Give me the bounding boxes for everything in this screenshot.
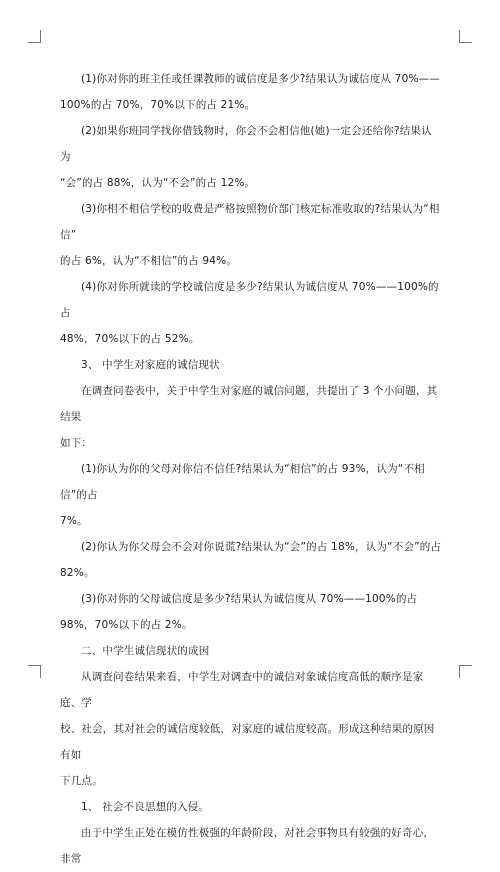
paragraph xyxy=(60,794,442,820)
text-line: 82%。 xyxy=(60,567,95,579)
crop-mark-top-left xyxy=(28,30,41,43)
text-line: (1)你认为你的父母对你信不信任?结果认为“相信”的占 93%，认为“不相信”的占 xyxy=(60,463,425,501)
document-body xyxy=(60,66,442,872)
text-line: (2)你认为你父母会不会对你说谎?结果认为“会”的占 18%，认为“不会”的占 xyxy=(81,541,442,553)
text-line: 1、 社会不良思想的入侵。 xyxy=(81,801,210,813)
text-line: 由于中学生正处在模仿性极强的年龄阶段，对社会事物具有较强的好奇心，非常 xyxy=(60,827,435,865)
text-line: 校、社会，其对社会的诚信度较低，对家庭的诚信度较高。形成这种结果的原因有如 xyxy=(60,723,435,761)
text-line: 7%。 xyxy=(60,515,88,527)
crop-mark-top-right xyxy=(459,30,472,43)
text-line: (3)你相不相信学校的收费是严格按照物价部门核定标准收取的?结果认为“相信” xyxy=(60,203,440,241)
crop-mark-bottom-left xyxy=(28,665,41,678)
text-line: “会”的占 88%，认为“不会”的占 12%。 xyxy=(60,177,256,189)
text-line: (3)你对你的父母诚信度是多少?结果认为诚信度从 70%——100%的占 xyxy=(81,593,418,605)
text-line: 98%，70%以下的占 2%。 xyxy=(60,619,193,631)
text-line: 如下： xyxy=(60,437,93,449)
text-line: 在调查问卷表中，关于中学生对家庭的诚信问题，共提出了 3 个小问题，其结果 xyxy=(60,385,438,423)
text-line: 3、 中学生对家庭的诚信现状 xyxy=(81,359,220,371)
crop-mark-bottom-right xyxy=(459,665,472,678)
paragraph xyxy=(60,378,442,456)
paragraph xyxy=(60,196,442,274)
paragraph xyxy=(60,352,442,378)
text-line: 的占 6%，认为“不相信”的占 94%。 xyxy=(60,255,238,267)
text-line: (4)你对你所就读的学校诚信度是多少?结果认为诚信度从 70%——100%的占 xyxy=(60,281,439,319)
text-line: 下几点。 xyxy=(60,775,103,787)
paragraph xyxy=(60,456,442,534)
paragraph xyxy=(60,118,442,196)
paragraph xyxy=(60,820,442,872)
paragraph xyxy=(60,534,442,586)
text-line: (1)你对你的班主任或任课教师的诚信度是多少?结果认为诚信度从 70%—— xyxy=(81,73,441,85)
text-line: (2)如果你班同学找你借钱物时，你会不会相信他(她)一定会还给你?结果认为 xyxy=(60,125,432,163)
paragraph xyxy=(60,66,442,118)
text-line: 二、中学生诚信现状的成因 xyxy=(81,645,210,657)
paragraph xyxy=(60,274,442,352)
text-line: 100%的占 70%，70%以下的占 21%。 xyxy=(60,99,256,111)
paragraph xyxy=(60,638,442,664)
text-line: 从调查问卷结果来看，中学生对调查中的诚信对象诚信度高低的顺序是家庭、学 xyxy=(60,671,424,709)
paragraph xyxy=(60,586,442,638)
paragraph xyxy=(60,664,442,794)
text-line: 48%，70%以下的占 52%。 xyxy=(60,333,200,345)
